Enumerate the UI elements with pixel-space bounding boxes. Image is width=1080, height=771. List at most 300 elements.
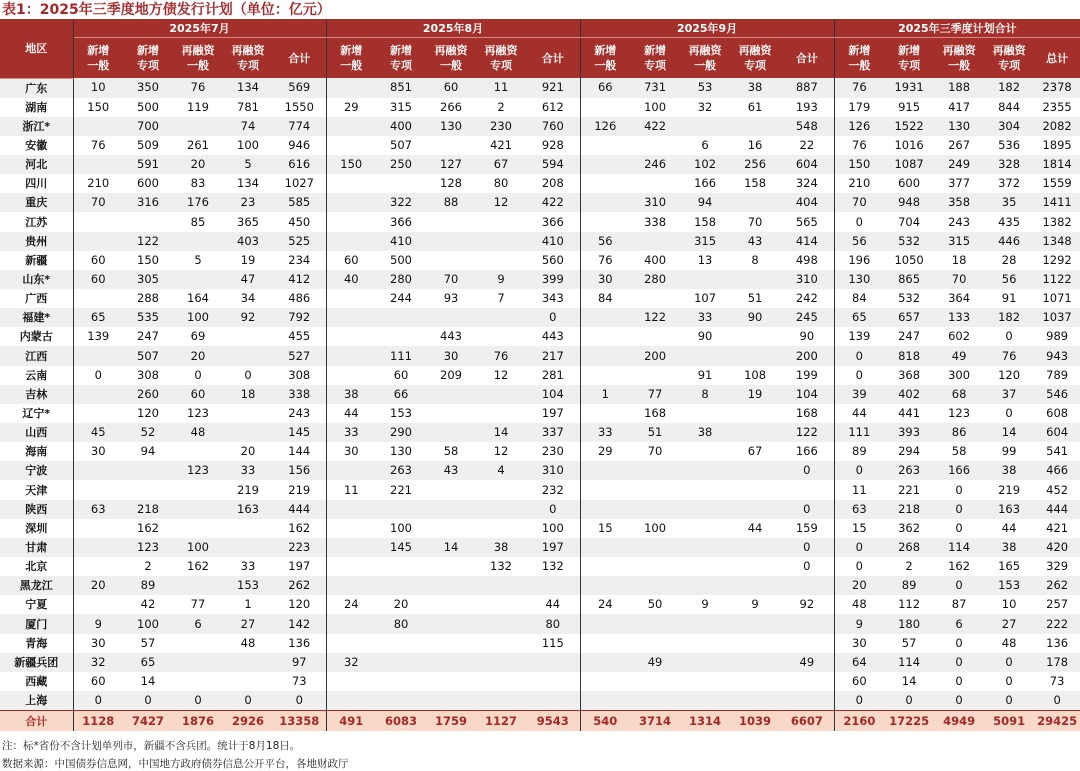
value-cell — [680, 634, 730, 653]
value-cell: 1122 — [1034, 270, 1080, 289]
value-cell — [476, 595, 526, 614]
column-header: 新增 专项 — [630, 38, 680, 79]
value-cell — [326, 557, 376, 576]
value-cell: 1382 — [1034, 212, 1080, 231]
value-cell: 182 — [984, 78, 1034, 98]
value-cell: 22 — [780, 136, 834, 155]
table-row — [0, 461, 1080, 480]
value-cell: 77 — [630, 385, 680, 404]
column-header: 新增 专项 — [123, 38, 173, 79]
value-cell: 14 — [426, 538, 476, 557]
value-cell: 315 — [376, 98, 426, 117]
value-cell: 2160 — [834, 711, 884, 732]
value-cell — [630, 327, 680, 346]
value-cell — [630, 289, 680, 308]
value-cell: 263 — [884, 461, 934, 480]
value-cell: 48 — [223, 634, 273, 653]
value-cell — [73, 289, 123, 308]
value-cell — [630, 576, 680, 595]
value-cell: 90 — [780, 327, 834, 346]
value-cell: 12 — [476, 366, 526, 385]
value-cell — [326, 538, 376, 557]
table-row — [0, 136, 1080, 155]
value-cell: 30 — [834, 634, 884, 653]
column-header: 再融资 一般 — [173, 38, 223, 79]
table-row — [0, 155, 1080, 174]
value-cell — [476, 653, 526, 672]
value-cell: 2378 — [1034, 78, 1080, 98]
value-cell — [780, 576, 834, 595]
value-cell — [730, 461, 780, 480]
region-cell: 黑龙江 — [0, 576, 73, 595]
value-cell: 731 — [630, 78, 680, 98]
value-cell: 104 — [526, 385, 580, 404]
group-header-august: 2025年8月 — [326, 19, 580, 38]
value-cell: 56 — [834, 232, 884, 251]
value-cell: 223 — [273, 538, 326, 557]
value-cell — [426, 232, 476, 251]
value-cell: 789 — [1034, 366, 1080, 385]
value-cell — [580, 653, 630, 672]
value-cell: 24 — [326, 595, 376, 614]
value-cell — [730, 346, 780, 365]
table-row — [0, 500, 1080, 519]
value-cell: 12 — [476, 193, 526, 212]
region-cell: 厦门 — [0, 614, 73, 633]
value-cell: 114 — [884, 653, 934, 672]
value-cell — [476, 480, 526, 499]
value-cell: 5 — [173, 251, 223, 270]
value-cell: 23 — [223, 193, 273, 212]
value-cell — [526, 691, 580, 711]
region-cell: 云南 — [0, 366, 73, 385]
value-cell: 128 — [426, 174, 476, 193]
value-cell: 7 — [476, 289, 526, 308]
value-cell: 500 — [376, 251, 426, 270]
value-cell — [476, 212, 526, 231]
value-cell: 80 — [476, 174, 526, 193]
value-cell — [326, 461, 376, 480]
value-cell: 58 — [934, 442, 984, 461]
value-cell: 263 — [376, 461, 426, 480]
region-cell: 江苏 — [0, 212, 73, 231]
column-header: 合计 — [526, 38, 580, 79]
value-cell — [73, 212, 123, 231]
value-cell: 0 — [223, 691, 273, 711]
value-cell: 66 — [580, 78, 630, 98]
footnote: 注：标*省份不含计划单列市，新疆不含兵团。统计于8月18日。 — [2, 740, 301, 752]
value-cell: 604 — [780, 155, 834, 174]
value-cell: 368 — [884, 366, 934, 385]
value-cell: 818 — [884, 346, 934, 365]
value-cell: 111 — [376, 346, 426, 365]
region-cell: 新疆 — [0, 251, 73, 270]
value-cell: 144 — [273, 442, 326, 461]
value-cell: 14 — [984, 423, 1034, 442]
value-cell — [680, 538, 730, 557]
value-cell: 73 — [273, 672, 326, 691]
value-cell: 452 — [1034, 480, 1080, 499]
value-cell: 168 — [780, 404, 834, 423]
value-cell: 35 — [984, 193, 1034, 212]
value-cell: 294 — [884, 442, 934, 461]
value-cell: 232 — [526, 480, 580, 499]
value-cell: 250 — [376, 155, 426, 174]
value-cell: 403 — [223, 232, 273, 251]
value-cell: 156 — [273, 461, 326, 480]
value-cell: 139 — [73, 327, 123, 346]
value-cell: 20 — [173, 155, 223, 174]
value-cell — [426, 308, 476, 327]
value-cell: 267 — [934, 136, 984, 155]
value-cell: 8 — [680, 385, 730, 404]
value-cell: 61 — [730, 98, 780, 117]
value-cell: 362 — [884, 519, 934, 538]
value-cell: 0 — [834, 557, 884, 576]
table-row — [0, 346, 1080, 365]
value-cell: 15 — [580, 519, 630, 538]
value-cell: 34 — [223, 289, 273, 308]
value-cell — [173, 117, 223, 136]
value-cell: 37 — [984, 385, 1034, 404]
value-cell — [173, 653, 223, 672]
value-cell: 1071 — [1034, 289, 1080, 308]
value-cell: 51 — [630, 423, 680, 442]
table-row — [0, 308, 1080, 327]
value-cell — [680, 614, 730, 633]
value-cell: 70 — [73, 193, 123, 212]
value-cell: 989 — [1034, 327, 1080, 346]
value-cell: 247 — [123, 327, 173, 346]
value-cell: 100 — [376, 519, 426, 538]
value-cell — [73, 117, 123, 136]
value-cell: 242 — [780, 289, 834, 308]
value-cell: 38 — [984, 461, 1034, 480]
table-row — [0, 117, 1080, 136]
value-cell: 569 — [273, 78, 326, 98]
value-cell: 280 — [630, 270, 680, 289]
value-cell: 400 — [630, 251, 680, 270]
value-cell — [630, 538, 680, 557]
value-cell: 60 — [376, 366, 426, 385]
value-cell — [326, 327, 376, 346]
value-cell: 218 — [123, 500, 173, 519]
value-cell: 123 — [173, 461, 223, 480]
value-cell: 150 — [123, 251, 173, 270]
value-cell — [173, 519, 223, 538]
value-cell: 76 — [73, 136, 123, 155]
value-cell: 219 — [223, 480, 273, 499]
value-cell — [580, 136, 630, 155]
value-cell: 127 — [426, 155, 476, 174]
value-cell: 33 — [326, 423, 376, 442]
value-cell — [426, 595, 476, 614]
value-cell: 8 — [730, 251, 780, 270]
value-cell — [630, 500, 680, 519]
value-cell: 219 — [273, 480, 326, 499]
value-cell: 45 — [73, 423, 123, 442]
value-cell: 657 — [884, 308, 934, 327]
value-cell: 100 — [173, 538, 223, 557]
value-cell: 32 — [326, 653, 376, 672]
value-cell: 182 — [984, 308, 1034, 327]
value-cell: 38 — [476, 538, 526, 557]
value-cell: 316 — [123, 193, 173, 212]
value-cell: 92 — [223, 308, 273, 327]
value-cell — [376, 557, 426, 576]
value-cell: 166 — [934, 461, 984, 480]
value-cell: 0 — [934, 634, 984, 653]
value-cell: 163 — [984, 500, 1034, 519]
value-cell: 111 — [834, 423, 884, 442]
value-cell: 30 — [326, 442, 376, 461]
value-cell: 76 — [984, 346, 1034, 365]
value-cell: 943 — [1034, 346, 1080, 365]
value-cell: 70 — [934, 270, 984, 289]
value-cell: 412 — [273, 270, 326, 289]
value-cell: 600 — [123, 174, 173, 193]
table-row — [0, 614, 1080, 633]
value-cell — [730, 270, 780, 289]
value-cell: 178 — [1034, 653, 1080, 672]
region-cell: 新疆兵团 — [0, 653, 73, 672]
value-cell: 0 — [526, 500, 580, 519]
value-cell: 256 — [730, 155, 780, 174]
total-row — [0, 711, 1080, 732]
value-cell: 150 — [834, 155, 884, 174]
value-cell: 39 — [834, 385, 884, 404]
value-cell: 165 — [984, 557, 1034, 576]
value-cell: 305 — [123, 270, 173, 289]
value-cell: 179 — [834, 98, 884, 117]
value-cell: 247 — [884, 327, 934, 346]
value-cell: 27 — [223, 614, 273, 633]
value-cell — [326, 174, 376, 193]
value-cell: 197 — [526, 538, 580, 557]
value-cell: 498 — [780, 251, 834, 270]
value-cell: 217 — [526, 346, 580, 365]
value-cell: 73 — [1034, 672, 1080, 691]
value-cell: 450 — [273, 212, 326, 231]
value-cell — [426, 480, 476, 499]
value-cell: 1027 — [273, 174, 326, 193]
value-cell — [476, 308, 526, 327]
value-cell: 921 — [526, 78, 580, 98]
value-cell: 1895 — [1034, 136, 1080, 155]
value-cell: 266 — [426, 98, 476, 117]
value-cell — [580, 480, 630, 499]
value-cell: 444 — [273, 500, 326, 519]
column-header: 再融资 专项 — [730, 38, 780, 79]
value-cell: 30 — [73, 442, 123, 461]
region-cell: 甘肃 — [0, 538, 73, 557]
value-cell: 322 — [376, 193, 426, 212]
value-cell: 123 — [123, 538, 173, 557]
value-cell — [173, 232, 223, 251]
value-cell: 414 — [780, 232, 834, 251]
value-cell — [426, 251, 476, 270]
value-cell: 1016 — [884, 136, 934, 155]
value-cell — [630, 614, 680, 633]
value-cell: 91 — [984, 289, 1034, 308]
value-cell — [426, 404, 476, 423]
value-cell: 196 — [834, 251, 884, 270]
region-cell: 海南 — [0, 442, 73, 461]
column-header-row — [0, 38, 1080, 79]
value-cell — [580, 212, 630, 231]
value-cell: 56 — [580, 232, 630, 251]
value-cell — [426, 672, 476, 691]
value-cell: 162 — [123, 519, 173, 538]
value-cell — [526, 576, 580, 595]
value-cell — [73, 385, 123, 404]
value-cell: 29 — [326, 98, 376, 117]
value-cell: 304 — [984, 117, 1034, 136]
value-cell: 420 — [1034, 538, 1080, 557]
value-cell: 700 — [123, 117, 173, 136]
value-cell: 532 — [884, 232, 934, 251]
table-row — [0, 442, 1080, 461]
value-cell — [326, 289, 376, 308]
value-cell: 1550 — [273, 98, 326, 117]
value-cell: 60 — [834, 672, 884, 691]
value-cell: 0 — [1034, 691, 1080, 711]
value-cell — [680, 500, 730, 519]
value-cell: 0 — [173, 366, 223, 385]
value-cell: 158 — [680, 212, 730, 231]
region-cell: 陕西 — [0, 500, 73, 519]
value-cell: 310 — [630, 193, 680, 212]
region-cell: 河北 — [0, 155, 73, 174]
value-cell: 133 — [934, 308, 984, 327]
value-cell: 9 — [730, 595, 780, 614]
value-cell: 5 — [223, 155, 273, 174]
value-cell: 6 — [173, 614, 223, 633]
column-header: 新增 一般 — [834, 38, 884, 79]
value-cell — [223, 327, 273, 346]
value-cell: 60 — [73, 270, 123, 289]
value-cell: 136 — [273, 634, 326, 653]
value-cell: 89 — [834, 442, 884, 461]
region-cell: 山东* — [0, 270, 73, 289]
value-cell — [780, 614, 834, 633]
value-cell: 262 — [1034, 576, 1080, 595]
value-cell — [580, 98, 630, 117]
value-cell: 704 — [884, 212, 934, 231]
value-cell: 11 — [834, 480, 884, 499]
value-cell: 102 — [680, 155, 730, 174]
value-cell: 76 — [834, 136, 884, 155]
value-cell: 168 — [630, 404, 680, 423]
value-cell: 221 — [376, 480, 426, 499]
region-cell: 西藏 — [0, 672, 73, 691]
value-cell: 112 — [884, 595, 934, 614]
value-cell: 65 — [123, 653, 173, 672]
value-cell — [476, 232, 526, 251]
table-body — [0, 78, 1080, 731]
value-cell: 548 — [780, 117, 834, 136]
value-cell — [730, 404, 780, 423]
group-header-july: 2025年7月 — [73, 19, 326, 38]
value-cell: 100 — [223, 136, 273, 155]
value-cell: 15 — [834, 519, 884, 538]
value-cell — [123, 480, 173, 499]
value-cell: 560 — [526, 251, 580, 270]
value-cell: 404 — [780, 193, 834, 212]
value-cell: 123 — [934, 404, 984, 423]
value-cell: 53 — [680, 78, 730, 98]
value-cell — [630, 136, 680, 155]
value-cell: 591 — [123, 155, 173, 174]
value-cell: 1348 — [1034, 232, 1080, 251]
value-cell: 57 — [884, 634, 934, 653]
value-cell — [580, 576, 630, 595]
region-cell: 广东 — [0, 78, 73, 98]
value-cell: 70 — [834, 193, 884, 212]
value-cell: 525 — [273, 232, 326, 251]
value-cell — [476, 672, 526, 691]
value-cell — [426, 614, 476, 633]
value-cell: 20 — [173, 346, 223, 365]
region-cell: 江西 — [0, 346, 73, 365]
table-row — [0, 404, 1080, 423]
value-cell: 300 — [934, 366, 984, 385]
region-cell: 山西 — [0, 423, 73, 442]
column-header: 新增 专项 — [884, 38, 934, 79]
value-cell — [780, 672, 834, 691]
value-cell: 435 — [984, 212, 1034, 231]
value-cell: 9543 — [526, 711, 580, 732]
value-cell: 18 — [223, 385, 273, 404]
value-cell: 130 — [426, 117, 476, 136]
value-cell: 281 — [526, 366, 580, 385]
value-cell — [426, 576, 476, 595]
value-cell: 120 — [273, 595, 326, 614]
value-cell: 200 — [630, 346, 680, 365]
value-cell — [73, 155, 123, 174]
value-cell — [73, 404, 123, 423]
table-row — [0, 327, 1080, 346]
value-cell: 245 — [780, 308, 834, 327]
value-cell: 600 — [884, 174, 934, 193]
value-cell — [476, 576, 526, 595]
value-cell — [123, 212, 173, 231]
value-cell: 43 — [426, 461, 476, 480]
region-cell: 湖南 — [0, 98, 73, 117]
value-cell: 90 — [680, 327, 730, 346]
value-cell: 9 — [680, 595, 730, 614]
value-cell — [326, 366, 376, 385]
value-cell: 6607 — [780, 711, 834, 732]
value-cell — [123, 461, 173, 480]
value-cell: 38 — [984, 538, 1034, 557]
value-cell: 1037 — [1034, 308, 1080, 327]
value-cell: 11 — [326, 480, 376, 499]
value-cell: 100 — [630, 98, 680, 117]
column-header: 合计 — [273, 38, 326, 79]
value-cell: 49 — [780, 653, 834, 672]
value-cell: 159 — [780, 519, 834, 538]
value-cell: 69 — [173, 327, 223, 346]
value-cell: 16 — [730, 136, 780, 155]
value-cell: 74 — [223, 117, 273, 136]
value-cell: 10 — [73, 78, 123, 98]
region-cell: 浙江* — [0, 117, 73, 136]
value-cell: 150 — [326, 155, 376, 174]
value-cell: 44 — [730, 519, 780, 538]
value-cell: 1559 — [1034, 174, 1080, 193]
value-cell: 104 — [780, 385, 834, 404]
